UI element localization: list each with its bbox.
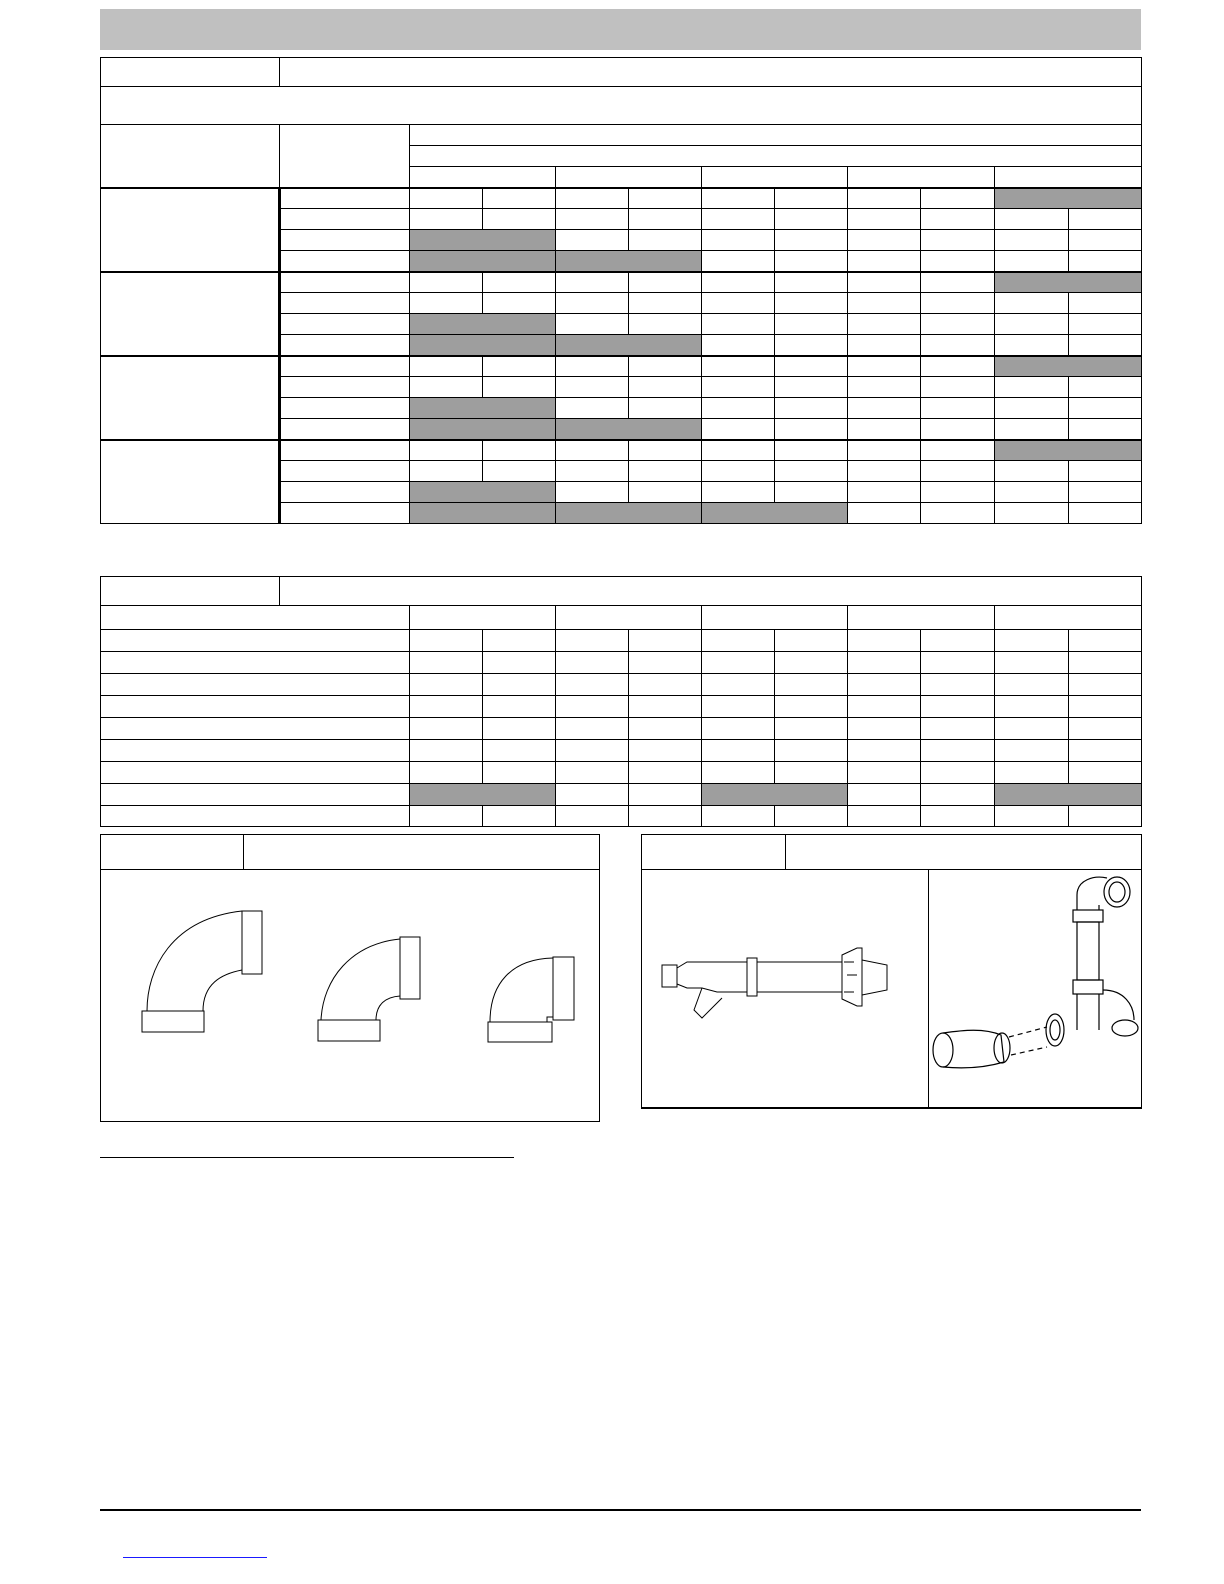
na-cell	[409, 482, 555, 503]
vent-length-table	[100, 57, 1142, 524]
table1-header-group-2	[409, 146, 1141, 167]
na-cell	[409, 398, 555, 419]
table1-label	[101, 58, 280, 87]
na-cell	[994, 356, 1141, 377]
page-header-band	[100, 9, 1141, 50]
na-cell	[409, 314, 555, 335]
sidewall-vent-drawing	[929, 870, 1143, 1108]
table1-header-col-3	[702, 167, 848, 188]
table1-header-col-5	[994, 167, 1141, 188]
table1-header-group-1	[409, 125, 1141, 146]
na-cell	[702, 503, 848, 524]
elbow-illustrations	[101, 869, 599, 1121]
na-cell	[409, 335, 555, 356]
table2-header-fitting	[101, 606, 410, 630]
table1-header-col-1	[409, 167, 555, 188]
na-cell	[555, 503, 701, 524]
na-cell	[555, 419, 701, 440]
na-cell	[994, 440, 1141, 461]
table1-group-b	[101, 272, 280, 356]
na-cell	[994, 272, 1141, 293]
table1-header-col-2	[555, 167, 701, 188]
table1-group-a	[101, 188, 280, 272]
vent-kit-figure	[641, 834, 1142, 1109]
table1-header-col-4	[848, 167, 994, 188]
table-cell	[280, 188, 409, 209]
table1-header-vent	[280, 125, 409, 188]
medium-sweep-elbow-drawing	[318, 937, 420, 1041]
long-sweep-elbow-drawing	[142, 911, 262, 1032]
table1-group-c	[101, 356, 280, 440]
na-cell	[702, 784, 848, 806]
table2-title	[280, 577, 1142, 606]
na-cell	[409, 419, 555, 440]
fitting-equivalent-grid	[100, 576, 1142, 827]
na-cell	[409, 251, 555, 272]
table1-header-model	[101, 125, 280, 188]
footer-link[interactable]	[123, 1557, 267, 1558]
na-cell	[994, 784, 1141, 806]
table2-label	[101, 577, 280, 606]
vent-length-grid	[100, 57, 1142, 524]
na-cell	[555, 251, 701, 272]
na-cell	[409, 230, 555, 251]
na-cell	[409, 503, 555, 524]
fitting-equivalent-table	[100, 576, 1142, 827]
short-elbow-drawing	[488, 957, 574, 1042]
footer-rule	[100, 1509, 1141, 1511]
concentric-vent-drawing	[642, 870, 927, 1108]
na-cell	[555, 335, 701, 356]
table1-note	[101, 87, 1142, 125]
footnote-rule	[100, 1157, 514, 1158]
table1-group-d	[101, 440, 280, 524]
na-cell	[409, 784, 555, 806]
elbow-figure	[100, 834, 600, 1122]
na-cell	[994, 188, 1141, 209]
table1-title	[280, 58, 1142, 87]
